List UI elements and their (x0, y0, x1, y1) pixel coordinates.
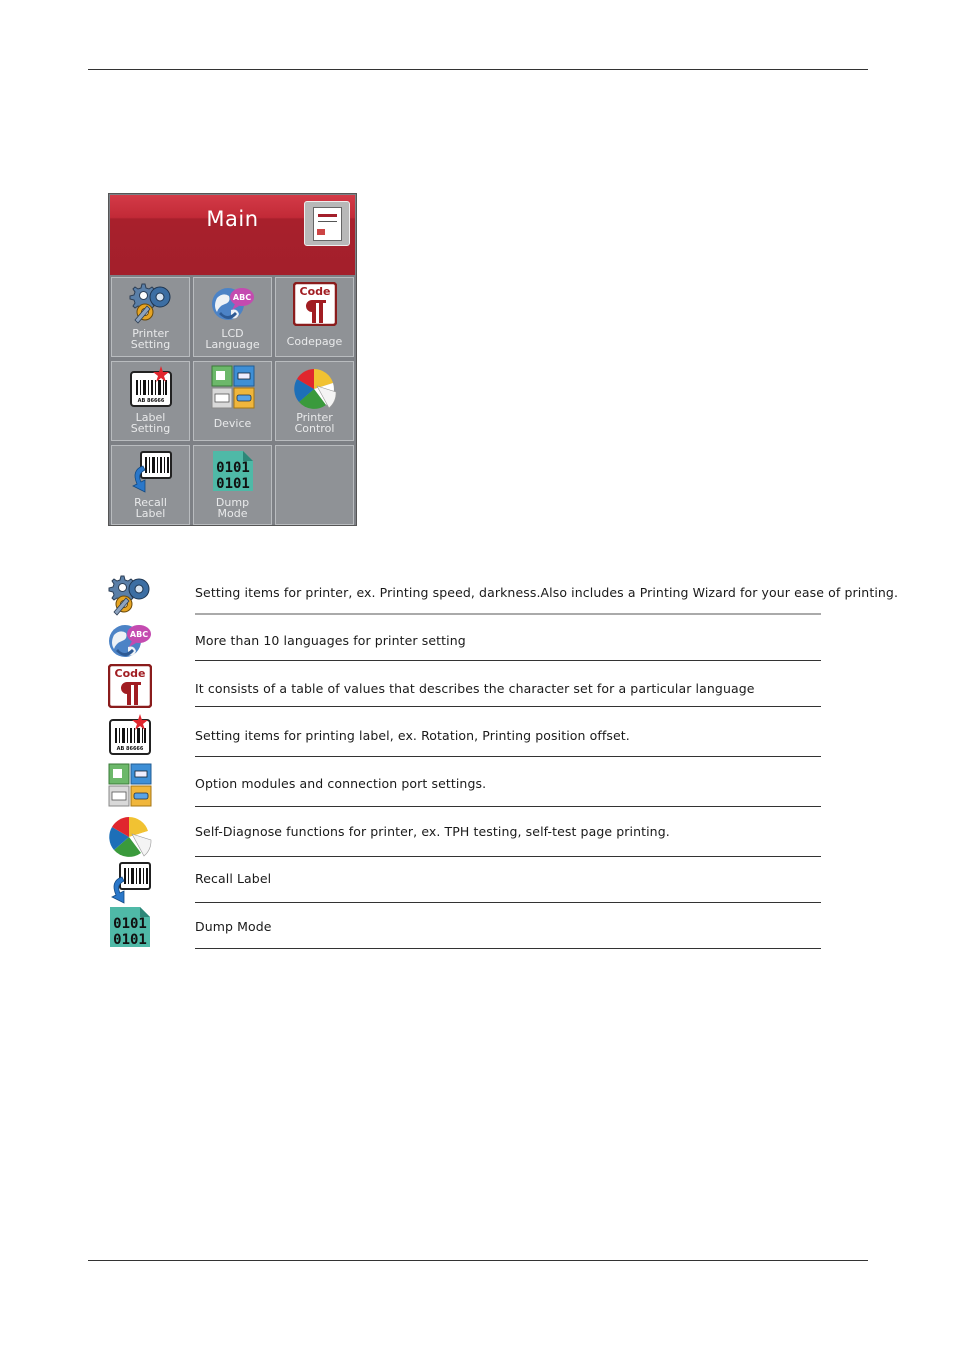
binary-top: 0101 (113, 916, 147, 932)
printer-status-icon[interactable] (304, 201, 350, 246)
tile-codepage[interactable] (275, 277, 354, 357)
description-codepage: It consists of a table of values that describes the character set for a particular language (195, 681, 755, 696)
tile-printer-setting[interactable] (111, 277, 190, 357)
binary-bottom: 0101 (113, 932, 147, 948)
globe-abc-icon (211, 282, 255, 326)
binary-file-icon (211, 449, 255, 493)
screen-title: Main (206, 207, 259, 231)
barcode-label-icon (129, 366, 173, 410)
tile-lcd-language[interactable] (193, 277, 272, 357)
binary-bottom: 0101 (215, 476, 250, 492)
barcode-number: AB 86666 (137, 398, 164, 404)
tile-label-device: Device (213, 417, 252, 430)
tile-label-dump: Dump Mode (215, 496, 250, 520)
tile-label-recall: Recall Label (134, 496, 167, 520)
divider (195, 660, 821, 661)
lcd-main-screen (108, 193, 357, 526)
tile-dump-mode[interactable] (193, 445, 272, 525)
device-modules-icon (108, 763, 152, 807)
description-printer-setting: Setting items for printer, ex. Printing speed, darkness.Also includes a Printing Wizard for your ease of printing. (195, 585, 899, 600)
footer-rule (88, 1260, 868, 1261)
binary-file-icon (108, 905, 152, 949)
binary-top: 0101 (215, 460, 250, 476)
tile-label-label: Label Setting (130, 411, 171, 435)
header-rule (88, 69, 868, 70)
description-recall-label: Recall Label (195, 871, 272, 886)
tile-printer-control[interactable] (275, 361, 354, 441)
description-label-setting: Setting items for printing label, ex. Rotation, Printing position offset. (195, 728, 630, 743)
tile-label-control: Printer Control (294, 411, 335, 435)
tile-label-codepage: Codepage (286, 335, 343, 348)
divider (195, 856, 821, 857)
barcode-label-icon (108, 714, 152, 758)
abc-text: ABC (232, 293, 251, 302)
tile-empty (275, 445, 354, 525)
tile-recall-label[interactable] (111, 445, 190, 525)
barcode-number: AB 86666 (116, 746, 144, 752)
gears-icon (108, 572, 152, 616)
abc-text: ABC (129, 630, 149, 639)
divider (195, 806, 821, 807)
pie-chart-icon (108, 814, 152, 858)
description-printer-control: Self-Diagnose functions for printer, ex. TPH testing, self-test page printing. (195, 824, 670, 839)
divider (195, 613, 821, 615)
codepage-icon (108, 664, 152, 708)
lcd-header-bar (110, 195, 355, 275)
divider (195, 756, 821, 757)
recall-barcode-icon (108, 861, 152, 905)
gears-icon (129, 280, 173, 324)
description-lcd-language: More than 10 languages for printer setting (195, 633, 466, 648)
globe-abc-icon (108, 619, 152, 663)
divider (195, 706, 821, 707)
tile-label-setting[interactable] (111, 361, 190, 441)
tile-label-lcd: LCD Language (205, 327, 260, 351)
description-dump-mode: Dump Mode (195, 919, 272, 934)
tile-device[interactable] (193, 361, 272, 441)
divider (195, 902, 821, 903)
device-modules-icon (211, 365, 255, 409)
pie-chart-icon (293, 366, 337, 410)
code-text: Code (114, 667, 146, 680)
divider (195, 948, 821, 949)
codepage-icon (293, 282, 337, 326)
tile-label-printer: Printer Setting (130, 327, 171, 351)
recall-barcode-icon (129, 450, 173, 494)
description-device: Option modules and connection port settings. (195, 776, 487, 791)
code-text: Code (299, 285, 330, 298)
